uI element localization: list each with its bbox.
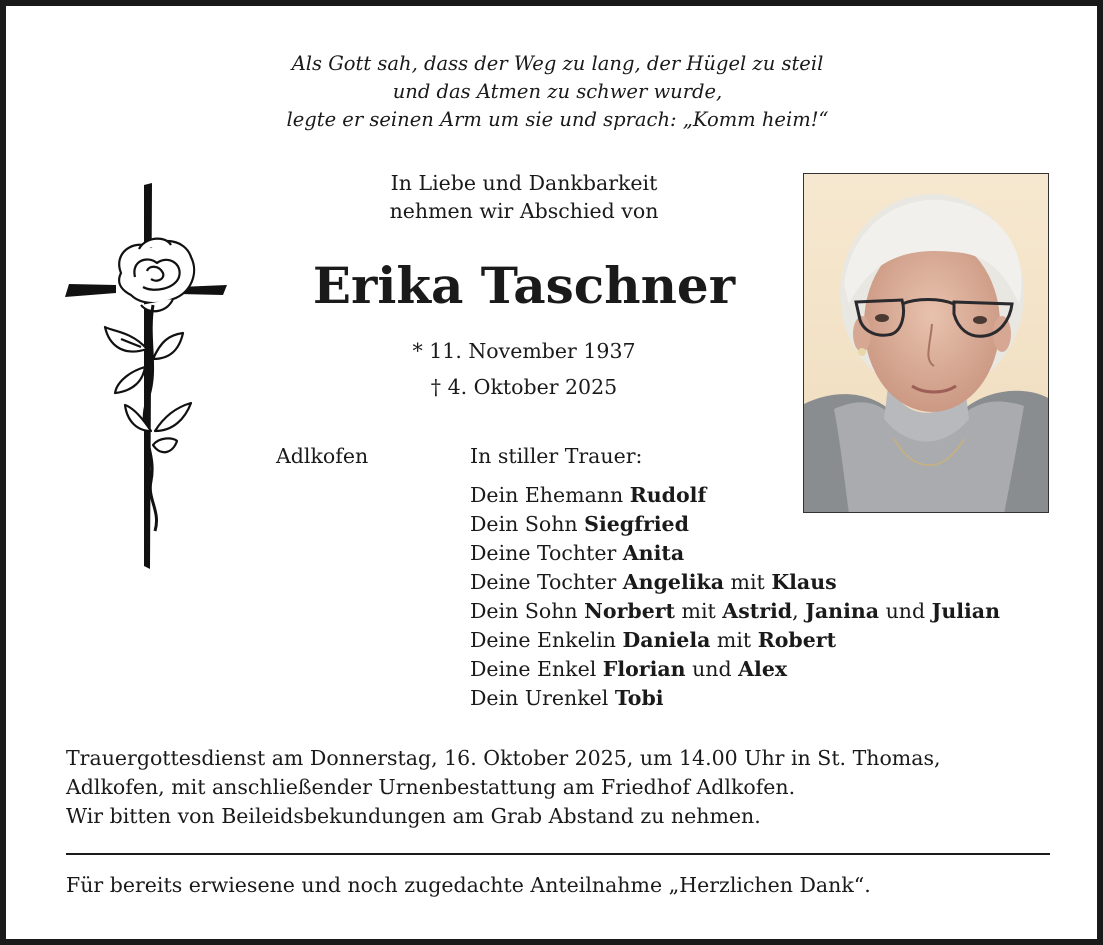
mourner-relation: , [792, 599, 806, 623]
verse-line: Als Gott sah, dass der Weg zu lang, der Hügel zu steil [291, 52, 824, 75]
mourner-name: Astrid [722, 599, 793, 623]
intro [304, 169, 744, 225]
deceased-name: Erika Taschner [312, 256, 736, 315]
mourner-relation: Dein Ehemann [470, 483, 630, 507]
mourner-name: Daniela [622, 628, 711, 652]
mourner-line [470, 539, 1000, 568]
death-date: † 4. Oktober 2025 [430, 375, 618, 399]
mourner-name: Janina [805, 599, 880, 623]
mourner-relation: Deine Enkelin [470, 628, 623, 652]
cross-with-rose-icon [61, 181, 231, 580]
verse-line: legte er seinen Arm um sie und sprach: „Komm heim!“ [286, 108, 829, 131]
mourner-relation: Dein Urenkel [470, 686, 615, 710]
thanks-note: Für bereits erwiesene und noch zugedachte Anteilnahme „Herzlichen Dank“. [66, 873, 871, 897]
mourner-relation: mit [724, 570, 772, 594]
mourner-name: Florian [602, 657, 686, 681]
mourner-relation: und [685, 657, 739, 681]
service-line: Trauergottesdienst am Donnerstag, 16. Oktober 2025, um 14.00 Uhr in St. Thomas, [66, 746, 941, 770]
mourner-name: Robert [757, 628, 837, 652]
mourner-relation: Deine Enkel [470, 657, 603, 681]
mourner-line [470, 510, 1000, 539]
mourner-line [470, 655, 1000, 684]
mourner-name: Rudolf [629, 483, 707, 507]
verse-line: und das Atmen zu schwer wurde, [392, 80, 723, 103]
mourner-name: Angelika [622, 570, 725, 594]
mourner-name: Julian [931, 599, 1000, 623]
intro-line: In Liebe und Dankbarkeit [390, 171, 658, 195]
mourner-name: Anita [622, 541, 685, 565]
mourners-heading: In stiller Trauer: [470, 444, 643, 468]
mourner-line [470, 684, 1000, 713]
birth-date: * 11. November 1937 [412, 339, 636, 363]
portrait-photo [803, 173, 1049, 513]
mourner-relation: Dein Sohn [470, 599, 585, 623]
intro-line: nehmen wir Abschied von [389, 199, 659, 223]
mourner-relation: Deine Tochter [470, 570, 623, 594]
service-line: Wir bitten von Beileidsbekundungen am Grab Abstand zu nehmen. [66, 804, 761, 828]
mourner-line [470, 597, 1000, 626]
mourner-line [470, 568, 1000, 597]
life-dates [324, 333, 724, 405]
mourner-relation: mit [675, 599, 723, 623]
mourner-name: Alex [738, 657, 788, 681]
mourner-relation: und [879, 599, 932, 623]
mourner-name: Tobi [614, 686, 664, 710]
mourner-relation: Dein Sohn [470, 512, 585, 536]
service-line: Adlkofen, mit anschließender Urnenbestattung am Friedhof Adlkofen. [66, 775, 796, 799]
mourner-name: Klaus [771, 570, 837, 594]
divider [66, 853, 1050, 855]
mourner-name: Siegfried [584, 512, 689, 536]
mourner-line [470, 626, 1000, 655]
mourner-relation: Deine Tochter [470, 541, 623, 565]
mourner-name: Norbert [584, 599, 676, 623]
place-name: Adlkofen [276, 444, 369, 468]
service-info [66, 744, 1056, 831]
verse [6, 50, 1103, 134]
mourner-relation: mit [710, 628, 758, 652]
